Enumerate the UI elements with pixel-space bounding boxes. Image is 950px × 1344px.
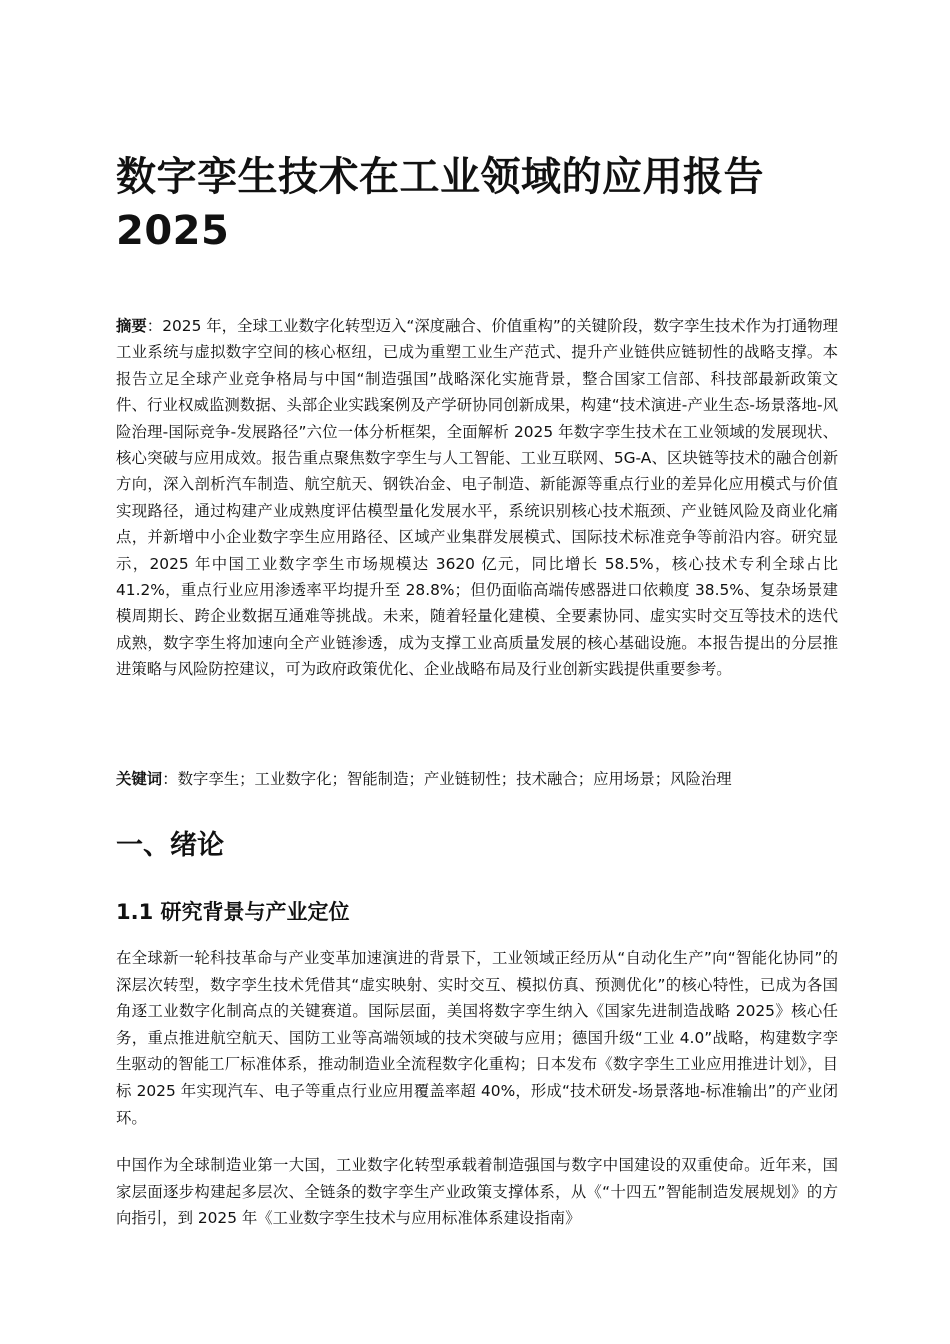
keywords-separator: ： <box>162 770 178 788</box>
abstract-text: 2025 年，全球工业数字化转型迈入“深度融合、价值重构”的关键阶段，数字孪生技术作为打通物理工业系统与虚拟数字空间的核心枢纽，已成为重塑工业生产范式、提升产业链供应链韧性的战略支撑。本报告立足全球产业竞争格局与中国“制造强国”战略深化实施背景，整合国家工信部、科技部最新政策文件、行业权威监测数据、头部企业实践案例及产学研协同创新成果，构建“技术演进-产业生态-场景落地-风险治理-国际竞争-发展路径”六位一体分析框架，全面解析 2025 年数字孪生技术在工业领域的发展现状、核心突破与应用成效。报告重点聚焦数字孪生与人工智能、工业互联网、5G-A、区块链等技术的融合创新方向，深入剖析汽车制造、航空航天、钢铁冶金、电子制造、新能源等重点行业的差异化应用模式与价值实现路径，通过构建产业成熟度评估模型量化发展水平，系统识别核心技术瓶颈、产业链风险及商业化痛点，并新增中小企业数字孪生应用路径、区域产业集群发展模式、国际技术标准竞争等前沿内容。研究显示，2025 年中国工业数字孪生市场规模达 3620 亿元，同比增长 58.5%，核心技术专利全球占比 41.2%，重点行业应用渗透率平均提升至 28.8%；但仍面临高端传感器进口依赖度 38.5%、复杂场景建模周期长、跨企业数据互通难等挑战。未来，随着轻量化建模、全要素协同、虚实实时交互等技术的迭代成熟，数字孪生将加速向全产业链渗透，成为支撑工业高质量发展的核心基础设施。本报告提出的分层推进策略与风险防控建议，可为政府政策优化、企业战略布局及行业创新实践提供重要参考。 <box>116 317 838 679</box>
subsection-heading: 1.1 研究背景与产业定位 <box>116 900 350 924</box>
keywords-text: 数字孪生；工业数字化；智能制造；产业链韧性；技术融合；应用场景；风险治理 <box>177 770 732 788</box>
abstract-paragraph <box>116 313 838 683</box>
keywords-line <box>116 766 838 792</box>
abstract-label: 摘要 <box>116 317 147 335</box>
section-heading: 一、绪论 <box>116 830 224 861</box>
abstract-separator: ： <box>146 317 163 335</box>
document-title: 数字孪生技术在工业领域的应用报告 2025 <box>116 154 764 254</box>
body-paragraph-1: 在全球新一轮科技革命与产业变革加速演进的背景下，工业领域正经历从“自动化生产”向“智能化协同”的深层次转型，数字孪生技术凭借其“虚实映射、实时交互、模拟仿真、预测优化”的核心特性，已成为各国角逐工业数字化制高点的关键赛道。国际层面，美国将数字孪生纳入《国家先进制造战略 2025》核心任务，重点推进航空航天、国防工业等高端领域的技术突破与应用；德国升级“工业 4.0”战略，构建数字孪生驱动的智能工厂标准体系，推动制造业全流程数字化重构；日本发布《数字孪生工业应用推进计划》，目标 2025 年实现汽车、电子等重点行业应用覆盖率超 40%，形成“技术研发-场景落地-标准输出”的产业闭环。 <box>116 949 838 1127</box>
body-paragraph-2: 中国作为全球制造业第一大国，工业数字化转型承载着制造强国与数字中国建设的双重使命。近年来，国家层面逐步构建起多层次、全链条的数字孪生产业政策支撑体系，从《“十四五”智能制造发展规划》的方向指引，到 2025 年《工业数字孪生技术与应用标准体系建设指南》 <box>116 1156 838 1228</box>
keywords-label: 关键词 <box>116 770 163 788</box>
